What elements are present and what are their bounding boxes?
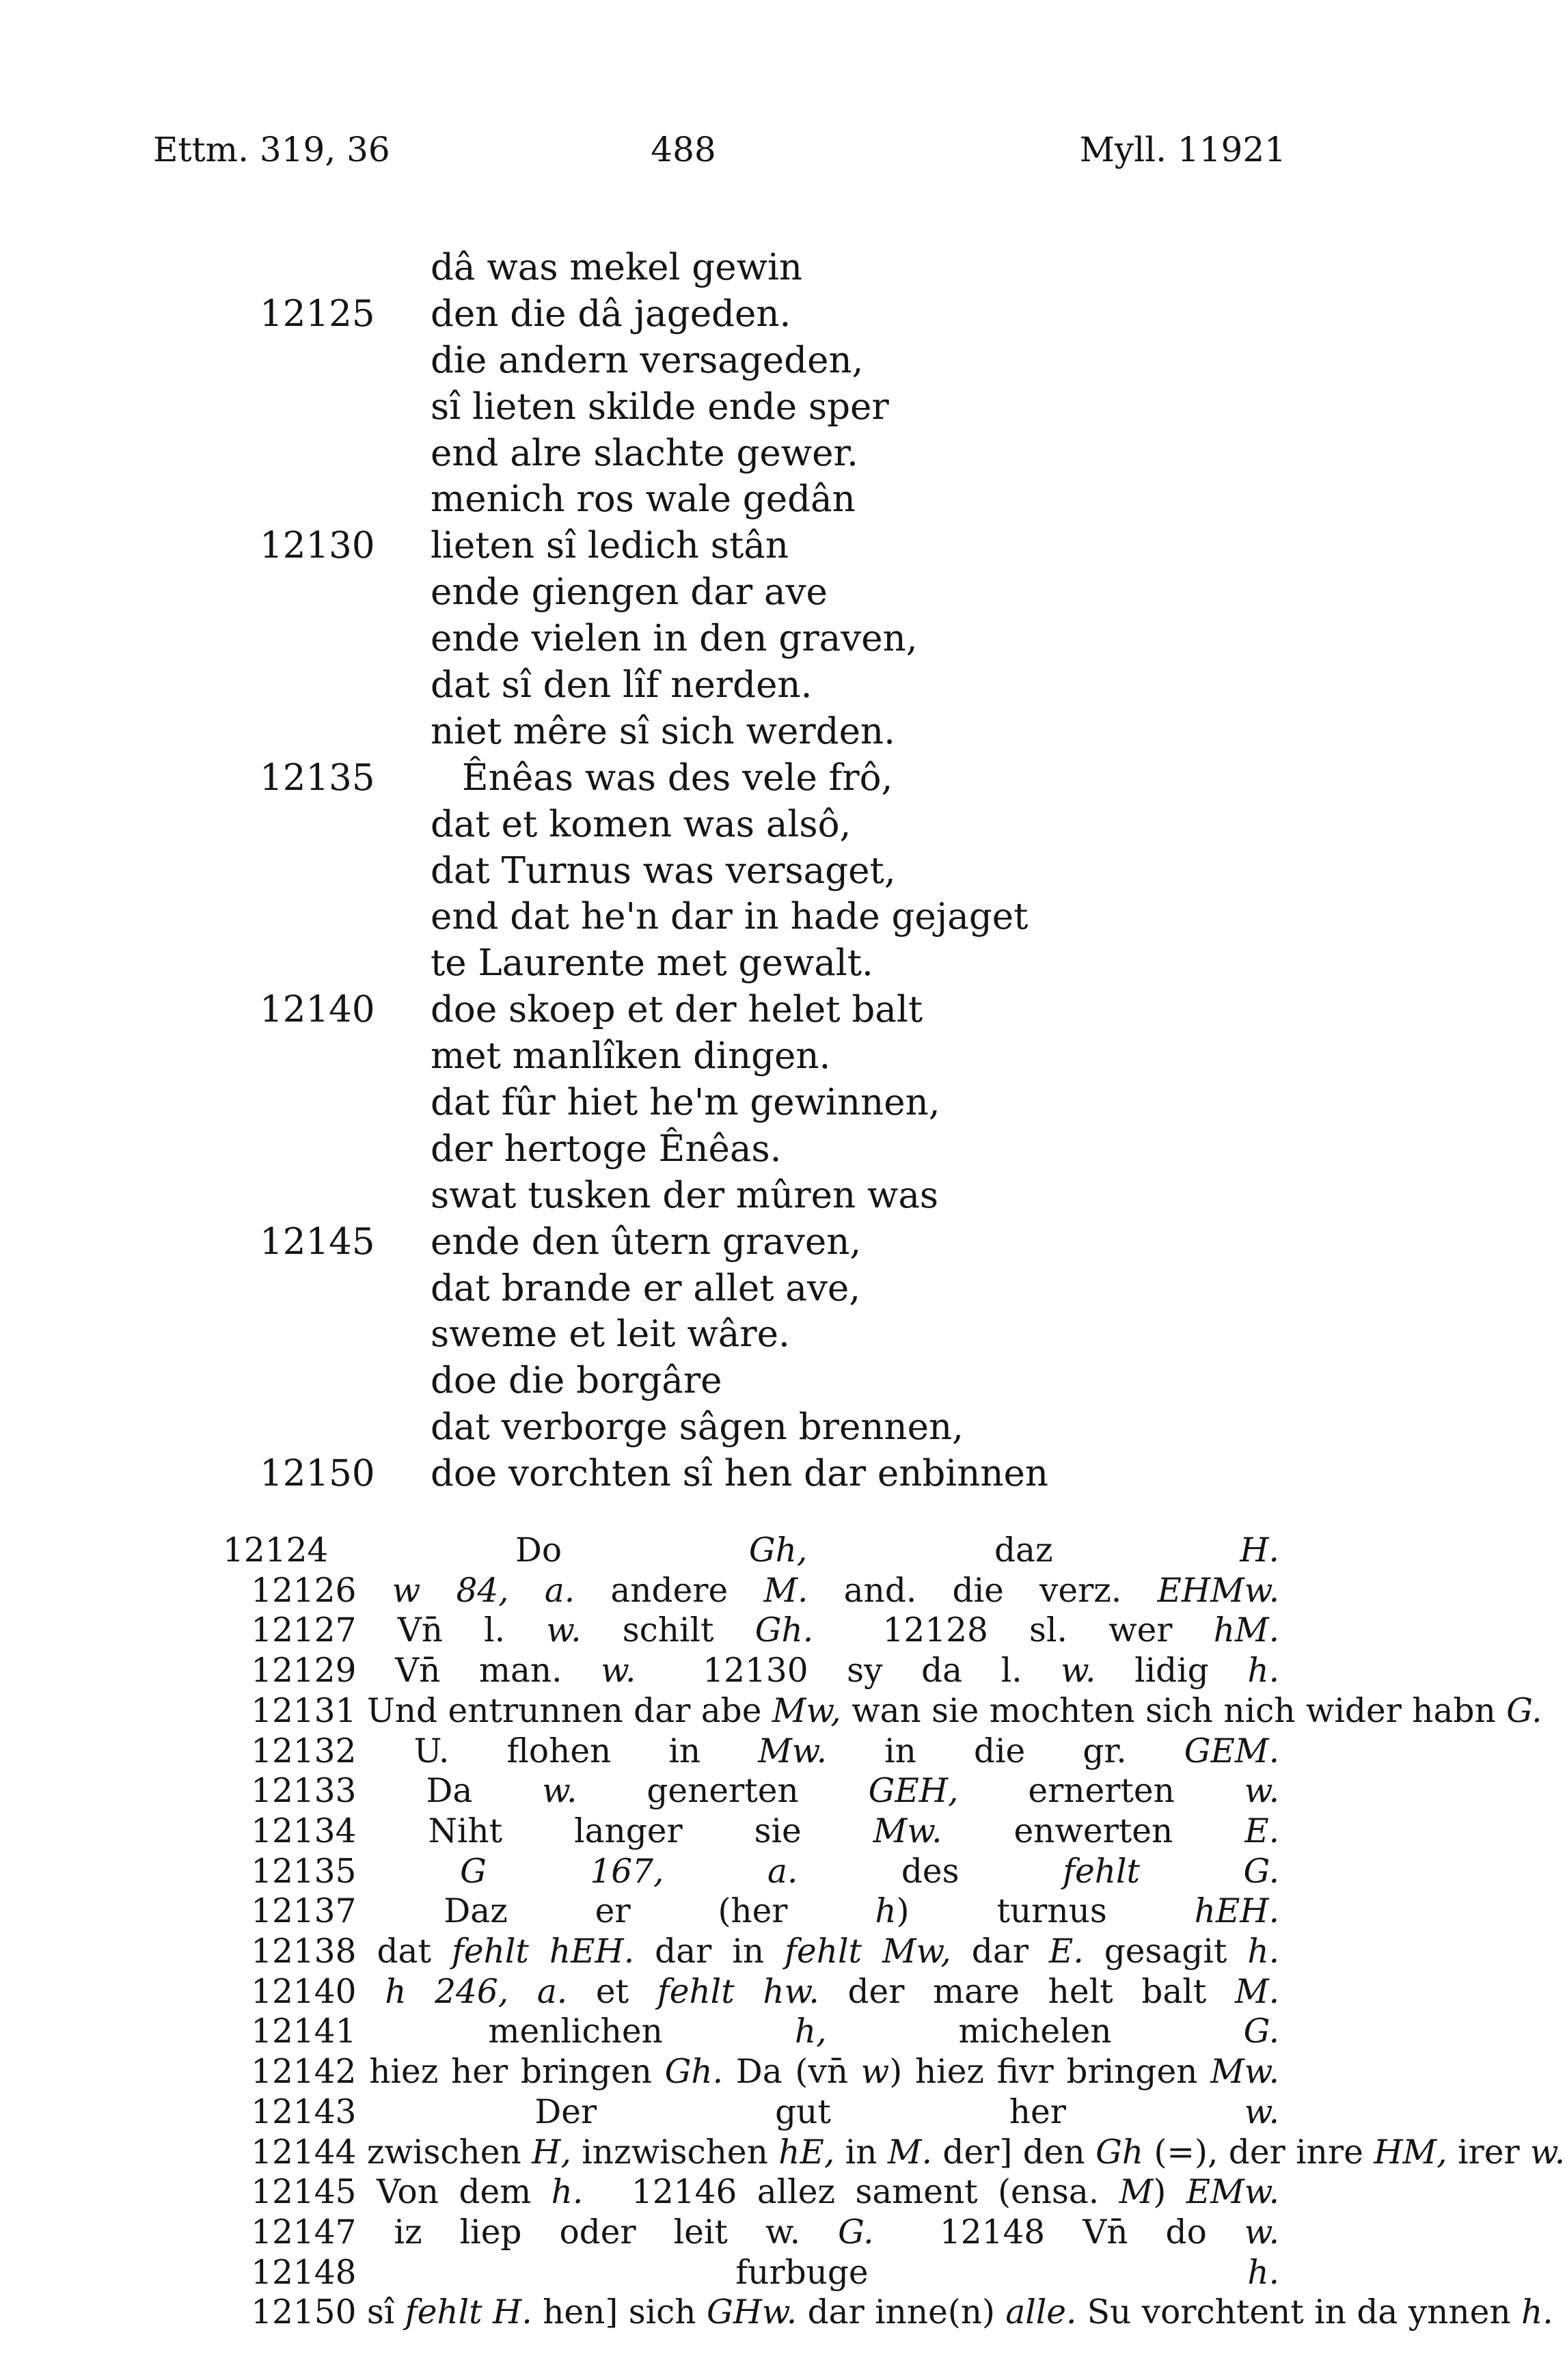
verse-line (0, 338, 1367, 384)
verse-text: ende vielen in den graven, (431, 618, 918, 660)
verse-line (0, 987, 1367, 1033)
apparatus-entry: 12147 iz liep oder leit w. G. (251, 2213, 874, 2252)
verse-text: doe vorchten sî hen dar enbinnen (431, 1453, 1049, 1495)
apparatus-entry: 12137 Daz er (her h) turnus hEH. (251, 1892, 1279, 1931)
verse-line (0, 1311, 1367, 1358)
verse-text: te Laurente met gewalt. (431, 942, 873, 985)
header-right-reference: Myll. 11921 (1079, 130, 1286, 169)
line-number: 12130 (260, 525, 375, 567)
verse-line (0, 1404, 1367, 1451)
verse-line (0, 245, 1367, 291)
verse-text: dat Turnus was versaget, (431, 849, 896, 892)
verse-line (0, 1126, 1367, 1173)
verse-text: dat fûr hiet he'm gewinnen, (431, 1082, 940, 1124)
apparatus-entry: 12131 Und entrunnen dar abe Mw, wan sie mochten sich nich wider habn G. (251, 1691, 1542, 1730)
verse-text: dâ was mekel gewin (431, 247, 803, 288)
apparatus-paragraph (153, 1531, 1565, 2333)
critical-apparatus (153, 1531, 1565, 2333)
verse-line (0, 384, 1367, 430)
apparatus-entry: 12148 Vn̄ do w. (939, 2213, 1279, 2252)
verse-text: sî lieten skilde ende sper (431, 385, 889, 428)
verse-text: dat verborge sâgen brennen, (431, 1406, 964, 1449)
verse-text: doe die borgâre (431, 1360, 722, 1402)
verse-text: den die dâ jageden. (431, 292, 791, 335)
apparatus-entry: 12135 G 167, a. des fehlt G. (251, 1852, 1279, 1891)
apparatus-entry: 12134 Niht langer sie Mw. enwerten E. (251, 1811, 1280, 1850)
verse-line (0, 430, 1367, 477)
verse-line (0, 1173, 1367, 1219)
page-number: 488 (651, 130, 716, 169)
apparatus-entry: 12128 sl. wer hM. (882, 1611, 1280, 1650)
verse-line (0, 476, 1367, 523)
verse-line (0, 1266, 1367, 1312)
apparatus-entry: 12126 w 84, a. andere M. and. die verz. EHMw. (251, 1571, 1280, 1610)
verse-line (0, 1358, 1367, 1404)
verse-line (0, 1219, 1367, 1266)
verse-line (0, 662, 1367, 709)
apparatus-entry: 12145 Von dem h. (251, 2173, 584, 2212)
verse-text: lieten sî ledich stân (431, 525, 789, 567)
verse-text: met manlîken dingen. (431, 1035, 831, 1078)
verse-text: dat brande er allet ave, (431, 1267, 861, 1309)
line-number: 12125 (260, 292, 375, 335)
verse-line (0, 709, 1367, 755)
apparatus-entry: 12140 h 246, a. et fehlt hw. der mare helt balt M. (251, 1972, 1280, 2011)
apparatus-entry: 12143 Der gut her w. (251, 2092, 1279, 2131)
apparatus-entry: 12148 furbuge h. (251, 2253, 1279, 2292)
header-left-reference: Ettm. 319, 36 (153, 130, 390, 169)
apparatus-entry: 12146 allez sament (ensa. M) EMw. (631, 2173, 1280, 2212)
apparatus-entry: 12132 U. flohen in Mw. in die gr. GEM. (251, 1732, 1279, 1770)
apparatus-entry: 12142 hiez her bringen Gh. Da (vn̄ w) hiez fivr bringen Mw. (251, 2053, 1280, 2092)
apparatus-entry: 12130 sy da l. w. lidig h. (703, 1652, 1279, 1691)
line-number: 12150 (260, 1453, 375, 1495)
apparatus-entry: 12133 Da w. generten GEH, ernerten w. (251, 1772, 1279, 1811)
verse-text: niet mêre sî sich werden. (431, 710, 895, 752)
verse-text: sweme et leit wâre. (431, 1313, 790, 1356)
verse-text: dat sî den lîf nerden. (431, 664, 813, 707)
verse-text: menich ros wale gedân (431, 478, 856, 521)
verse-text: Ênêas was des vele frô, (462, 756, 893, 799)
apparatus-entry: 12150 sî fehlt H. hen] sich GHw. dar inne(n) alle. Su vorchtent in da ynnen h. (251, 2293, 1553, 2332)
line-number: 12140 (260, 989, 375, 1031)
verse-line (0, 940, 1367, 987)
verse-text: ende den ûtern graven, (431, 1220, 862, 1263)
verse-text: doe skoep et der helet balt (431, 989, 923, 1031)
verse-line (0, 616, 1367, 662)
verse-line (0, 848, 1367, 894)
verse-text: der hertoge Ênêas. (431, 1127, 782, 1170)
verse-text: end dat he'n dar in hade gejaget (431, 896, 1029, 938)
verse-line (0, 523, 1367, 569)
verse-text: swat tusken der mûren was (431, 1174, 939, 1216)
verse-line (0, 569, 1367, 616)
verse-line (0, 894, 1367, 940)
apparatus-entry: 12144 zwischen H, inzwischen hE, in M. der] den Gh (=), der inre HM, irer w. (251, 2133, 1565, 2172)
apparatus-entry: 12138 dat fehlt hEH. dar in fehlt Mw, dar E. gesagit h. (251, 1932, 1279, 1971)
verse-line (0, 1451, 1367, 1497)
verse-line (0, 1033, 1367, 1080)
verse-text: ende giengen dar ave (431, 571, 828, 614)
apparatus-entry: 12141 menlichen h, michelen G. (251, 2012, 1279, 2051)
verse-text: dat et komen was alsô, (431, 803, 852, 845)
verse-line (0, 802, 1367, 848)
line-number: 12135 (260, 756, 375, 799)
apparatus-entry: 12129 Vn̄ man. w. (251, 1652, 636, 1691)
verse-line (0, 1080, 1367, 1126)
verse-block (0, 245, 1367, 1497)
apparatus-entry: 12124 Do Gh, daz H. (223, 1531, 1279, 1570)
line-number: 12145 (260, 1220, 375, 1263)
apparatus-entry: 12127 Vn̄ l. w. schilt Gh. (251, 1611, 814, 1650)
verse-line (0, 291, 1367, 338)
running-header (0, 130, 1367, 184)
verse-text: die andern versageden, (431, 339, 864, 381)
verse-line (0, 755, 1367, 802)
verse-text: end alre slachte gewer. (431, 432, 858, 474)
